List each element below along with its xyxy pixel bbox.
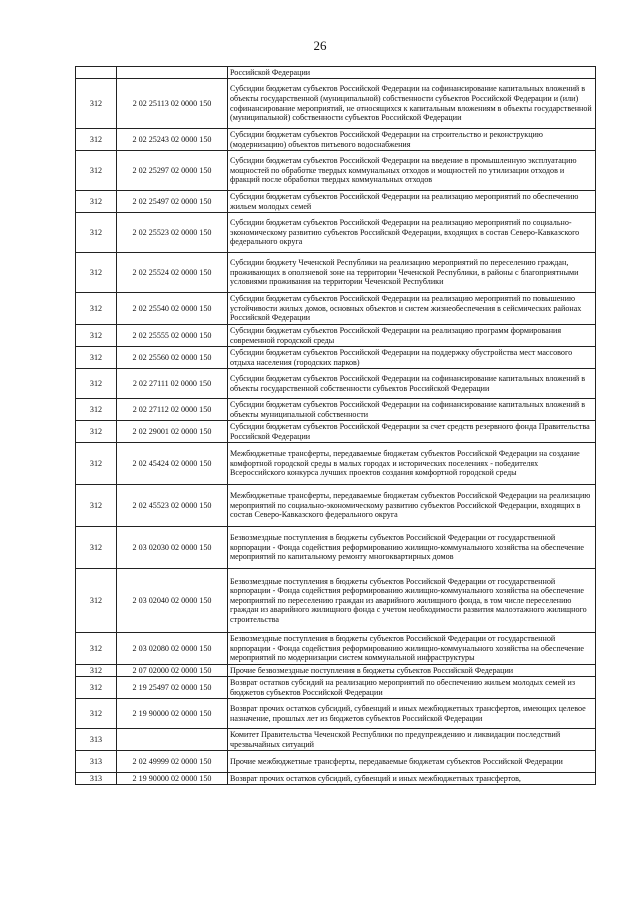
admin-code-cell: 312: [76, 527, 117, 569]
revenue-name-cell: Безвозмездные поступления в бюджеты субъектов Российской Федерации от государственной корпорации - Фонда содействия реформированию жилищно-коммунального хозяйства на обеспечение мероприятий по переселению граждан из аварийного жилищного фонда, в том числе переселению граждан из аварийного жилищного фонда с учетом необходимости развития малоэтажного жилищного строительства: [228, 569, 596, 633]
table-row: [76, 129, 596, 151]
table-row: [76, 729, 596, 751]
table-row: [76, 443, 596, 485]
budget-code-cell: 2 02 25523 02 0000 150: [117, 213, 228, 253]
budget-code-cell: 2 02 45523 02 0000 150: [117, 485, 228, 527]
revenue-name-cell: Возврат остатков субсидий на реализацию мероприятий по обеспечению жильем молодых семей из бюджетов субъектов Российской Федерации: [228, 677, 596, 699]
admin-code-cell: 312: [76, 569, 117, 633]
table-row: [76, 293, 596, 325]
admin-code-cell: 312: [76, 347, 117, 369]
admin-code-cell: 312: [76, 129, 117, 151]
admin-code-cell: 312: [76, 325, 117, 347]
budget-code-cell: 2 02 27112 02 0000 150: [117, 399, 228, 421]
budget-code-cell: 2 03 02080 02 0000 150: [117, 633, 228, 665]
table-row: [76, 151, 596, 191]
revenue-name-cell: Субсидии бюджетам субъектов Российской Федерации на введение в промышленную эксплуатацию мощностей по обработке твердых коммунальных отходов и мощностей по утилизации отходов и фракций после обработки твердых коммунальных отходов: [228, 151, 596, 191]
table-row: [76, 399, 596, 421]
revenue-name-cell: Прочие межбюджетные трансферты, передаваемые бюджетам субъектов Российской Федерации: [228, 751, 596, 773]
table-row: [76, 325, 596, 347]
budget-code-cell: 2 02 25560 02 0000 150: [117, 347, 228, 369]
admin-code-cell: 312: [76, 399, 117, 421]
table-row: [76, 347, 596, 369]
table-row: [76, 633, 596, 665]
revenue-name-cell: Субсидии бюджетам субъектов Российской Федерации на строительство и реконструкцию (модернизацию) объектов питьевого водоснабжения: [228, 129, 596, 151]
table-row: [76, 699, 596, 729]
revenue-name-cell: Субсидии бюджетам субъектов Российской Федерации на поддержку обустройства мест массового отдыха населения (городских парков): [228, 347, 596, 369]
admin-code-cell: 312: [76, 213, 117, 253]
admin-code-cell: 312: [76, 633, 117, 665]
budget-code-cell: 2 19 90000 02 0000 150: [117, 699, 228, 729]
budget-code-cell: [117, 67, 228, 79]
admin-code-cell: 312: [76, 293, 117, 325]
revenue-name-cell: Субсидии бюджетам субъектов Российской Федерации на реализацию мероприятий по повышению устойчивости жилых домов, основных объектов и систем жизнеобеспечения в сейсмических районах Российской Федерации: [228, 293, 596, 325]
budget-code-cell: 2 02 25297 02 0000 150: [117, 151, 228, 191]
revenue-name-cell: Субсидии бюджету Чеченской Республики на реализацию мероприятий по переселению граждан, проживающих в оползневой зоне на территории Чеченской Республики, в районы с благоприятными условиями проживания на территории Чеченской Республики: [228, 253, 596, 293]
table-row: [76, 485, 596, 527]
budget-code-cell: 2 02 25497 02 0000 150: [117, 191, 228, 213]
revenue-name-cell: Безвозмездные поступления в бюджеты субъектов Российской Федерации от государственной корпорации - Фонда содействия реформированию жилищно-коммунального хозяйства на обеспечение мероприятий по модернизации систем коммунальной инфраструктуры: [228, 633, 596, 665]
revenue-name-cell: Субсидии бюджетам субъектов Российской Федерации на реализацию мероприятий по обеспечению жильем молодых семей: [228, 191, 596, 213]
admin-code-cell: 312: [76, 369, 117, 399]
budget-code-cell: 2 19 25497 02 0000 150: [117, 677, 228, 699]
table-row: [76, 751, 596, 773]
budget-code-cell: 2 02 49999 02 0000 150: [117, 751, 228, 773]
admin-code-cell: 312: [76, 699, 117, 729]
table-row: [76, 773, 596, 785]
budget-revenue-table: [75, 66, 596, 785]
admin-code-cell: 312: [76, 253, 117, 293]
revenue-name-cell: Прочие безвозмездные поступления в бюджеты субъектов Российской Федерации: [228, 665, 596, 677]
revenue-name-cell: Межбюджетные трансферты, передаваемые бюджетам субъектов Российской Федерации на создание комфортной городской среды в малых городах и исторических поселениях - победителях Всероссийского конкурса лучших проектов создания комфортной городской среды: [228, 443, 596, 485]
table-row: [76, 253, 596, 293]
admin-code-cell: 312: [76, 665, 117, 677]
revenue-name-cell: Возврат прочих остатков субсидий, субвенций и иных межбюджетных трансфертов,: [228, 773, 596, 785]
budget-code-cell: 2 02 25540 02 0000 150: [117, 293, 228, 325]
admin-code-cell: 312: [76, 443, 117, 485]
budget-code-cell: 2 02 25555 02 0000 150: [117, 325, 228, 347]
revenue-name-cell: Межбюджетные трансферты, передаваемые бюджетам субъектов Российской Федерации на реализацию мероприятий по социально-экономическому развитию субъектов Российской Федерации, входящих в состав Северо-Кавказского федерального округа: [228, 485, 596, 527]
table-row: [76, 67, 596, 79]
budget-code-cell: 2 03 02030 02 0000 150: [117, 527, 228, 569]
admin-code-cell: 313: [76, 773, 117, 785]
admin-code-cell: 313: [76, 729, 117, 751]
table-row: [76, 665, 596, 677]
revenue-name-cell: Субсидии бюджетам субъектов Российской Федерации на реализацию мероприятий по социально-экономическому развитию субъектов Российской Федерации, входящих в состав Северо-Кавказского федерального округа: [228, 213, 596, 253]
revenue-name-cell: Комитет Правительства Чеченской Республики по предупреждению и ликвидации последствий чрезвычайных ситуаций: [228, 729, 596, 751]
budget-code-cell: [117, 729, 228, 751]
admin-code-cell: 313: [76, 751, 117, 773]
budget-code-cell: 2 02 25524 02 0000 150: [117, 253, 228, 293]
budget-code-cell: 2 19 90000 02 0000 150: [117, 773, 228, 785]
budget-code-cell: 2 02 27111 02 0000 150: [117, 369, 228, 399]
revenue-name-cell: Российской Федерации: [228, 67, 596, 79]
page-number: 26: [313, 38, 327, 53]
budget-code-cell: 2 07 02000 02 0000 150: [117, 665, 228, 677]
table-row: [76, 677, 596, 699]
revenue-name-cell: Субсидии бюджетам субъектов Российской Федерации на софинансирование капитальных вложений в объекты государственной собственности субъектов Российской Федерации: [228, 369, 596, 399]
table-row: [76, 527, 596, 569]
admin-code-cell: 312: [76, 677, 117, 699]
admin-code-cell: 312: [76, 485, 117, 527]
budget-code-cell: 2 02 25243 02 0000 150: [117, 129, 228, 151]
revenue-name-cell: Субсидии бюджетам субъектов Российской Федерации на софинансирование капитальных вложений в объекты государственной (муниципальной) собственности субъектов Российской Федерации и (или) софинансирование мероприятий, не относящихся к капитальным вложениям в объекты государственной (муниципальной) собственности субъектов Российской Федерации: [228, 79, 596, 129]
admin-code-cell: [76, 67, 117, 79]
table-row: [76, 369, 596, 399]
admin-code-cell: 312: [76, 421, 117, 443]
table-row: [76, 191, 596, 213]
admin-code-cell: 312: [76, 191, 117, 213]
revenue-name-cell: Возврат прочих остатков субсидий, субвенций и иных межбюджетных трансфертов, имеющих целевое назначение, прошлых лет из бюджетов субъектов Российской Федерации: [228, 699, 596, 729]
revenue-name-cell: Субсидии бюджетам субъектов Российской Федерации на реализацию программ формирования современной городской среды: [228, 325, 596, 347]
table-row: [76, 569, 596, 633]
revenue-name-cell: Безвозмездные поступления в бюджеты субъектов Российской Федерации от государственной корпорации - Фонда содействия реформированию жилищно-коммунального хозяйства на обеспечение мероприятий по капитальному ремонту многоквартирных домов: [228, 527, 596, 569]
revenue-name-cell: Субсидии бюджетам субъектов Российской Федерации за счет средств резервного фонда Правительства Российской Федерации: [228, 421, 596, 443]
budget-code-cell: 2 03 02040 02 0000 150: [117, 569, 228, 633]
revenue-name-cell: Субсидии бюджетам субъектов Российской Федерации на софинансирование капитальных вложений в объекты муниципальной собственности: [228, 399, 596, 421]
table-row: [76, 79, 596, 129]
admin-code-cell: 312: [76, 151, 117, 191]
budget-code-cell: 2 02 45424 02 0000 150: [117, 443, 228, 485]
table-row: [76, 421, 596, 443]
admin-code-cell: 312: [76, 79, 117, 129]
table-row: [76, 213, 596, 253]
budget-code-cell: 2 02 29001 02 0000 150: [117, 421, 228, 443]
budget-code-cell: 2 02 25113 02 0000 150: [117, 79, 228, 129]
